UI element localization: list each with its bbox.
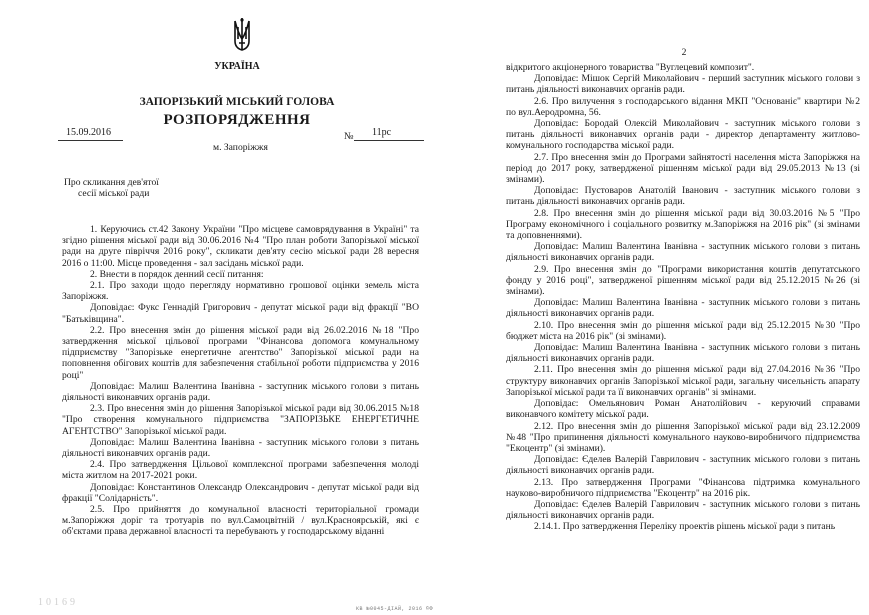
- page-2: [434, 0, 869, 615]
- paragraph: Доповідає: Пустоваров Анатолій Іванович - заступник міського голови з питань діяльності виконавчих органів ради.: [506, 185, 860, 208]
- coat-of-arms-icon: [233, 17, 251, 51]
- authority-title: ЗАПОРІЗЬКИЙ МІСЬКИЙ ГОЛОВА: [139, 96, 335, 108]
- paragraph: 1. Керуючись ст.42 Закону України "Про місцеве самоврядування в Україні" та згідно рішення міської ради від 30.06.2016 №4 "Про план роботи Запорізької міської ради на друге півріччя 2016 року", скликати дев'яту сесію міської ради 28 вересня 2016 о 11:00. Місце проведення - зал засідань міської ради.: [62, 224, 419, 269]
- paragraph: 2.6. Про вилучення з господарського відання МКП "Основаніє" квартири №2 по вул.Аеродромна, 56.: [506, 95, 860, 118]
- subject-line-2: сесії міської ради: [78, 188, 150, 200]
- paragraph: 2.9. Про внесення змін до "Програми використання коштів депутатського фонду у 2016 році", затвердженої рішенням міської ради від 25.12.2015 №26 (зі змінами).: [506, 263, 860, 298]
- faint-stamp: 10169: [38, 597, 78, 608]
- body-text-page-2: [506, 62, 860, 533]
- paragraph: Доповідає: Бородай Олексій Миколайович - заступник міського голови з питань діяльності виконавчих органів ради - директор департаменту житлово-комунального господарства міської ради.: [506, 118, 860, 152]
- number-underline: [354, 140, 424, 141]
- page-number: 2: [681, 47, 687, 58]
- paragraph: Доповідає: Малиш Валентина Іванівна - заступник міського голови з питань діяльності виконавчих органів ради.: [62, 436, 419, 460]
- paragraph: 2.5. Про прийняття до комунальної власності територіальної громади м.Запоріжжя доріг та тротуарів по вул.Самоцвітній / вул.Красноярській, які є об'єктами права державної власності та перебувають у господарському віданні: [62, 504, 419, 538]
- document-date: 15.09.2016: [66, 127, 111, 138]
- paragraph: 2.13. Про затвердження Програми "Фінансова підтримка комунального науково-виробничого підприємства "Екоцентр" на 2016 рік.: [506, 476, 860, 499]
- paragraph: Доповідає: Константинов Олександр Олександрович - депутат міської ради від фракції "Солідарність".: [62, 481, 419, 504]
- country-title: УКРАЇНА: [214, 61, 260, 72]
- paragraph: Доповідає: Малиш Валентина Іванівна - заступник міського голови з питань діяльності виконавчих органів ради.: [506, 297, 860, 320]
- paragraph: відкритого акціонерного товариства "Вуглецевий композит".: [506, 62, 755, 73]
- paragraph: Доповідає: Фукс Геннадій Григорович - депутат міської ради від фракції "ВО "Батьківщина".: [62, 302, 419, 325]
- paragraph: 2.14.1. Про затвердження Переліку проектів рішень міської ради з питань: [534, 521, 836, 533]
- paragraph: Доповідає: Єделев Валерій Гаврилович - заступник міського голови з питань діяльності виконавчих органів ради.: [506, 498, 860, 522]
- date-underline: [58, 140, 123, 141]
- paragraph: 2.2. Про внесення змін до рішення міської ради від 26.02.2016 №18 "Про затвердження міської цільової програми "Фінансова допомога комунальному підприємству "Запорізьке енергетичне агентство" Запорізької міської ради на поповнення обігових коштів для забезпечення стабільної роботи підприємства у 2016 році": [62, 324, 419, 381]
- number-sign: №: [344, 131, 354, 142]
- paragraph: Доповідає: Малиш Валентина Іванівна - заступник міського голови з питань діяльності виконавчих органів ради.: [62, 380, 419, 404]
- subject-line-1: Про скликання дев'ятої: [64, 177, 159, 188]
- paragraph: 2.10. Про внесення змін до рішення міської ради від 25.12.2015 №30 "Про бюджет міста на 2016 рік" (зі змінами).: [506, 319, 860, 342]
- paragraph: Доповідає: Мішок Сергій Миколайович - перший заступник міського голови з питань діяльності виконавчих органів ради.: [506, 73, 860, 96]
- paragraph: Доповідає: Єделев Валерій Гаврилович - заступник міського голови з питань діяльності виконавчих органів ради.: [506, 454, 860, 477]
- document-city: м. Запоріжжя: [213, 142, 268, 153]
- page-1: [0, 0, 434, 615]
- paragraph: Доповідає: Малиш Валентина Іванівна - заступник міського голови з питань діяльності виконавчих органів ради.: [506, 241, 860, 264]
- document-type-title: РОЗПОРЯДЖЕННЯ: [163, 112, 311, 128]
- paragraph: 2.1. Про заходи щодо перегляду нормативно грошової оцінки земель міста Запоріжжя.: [62, 280, 419, 303]
- paragraph: Доповідає: Омельянович Роман Анатолійович - керуючий справами виконавчого комітету міської ради.: [506, 398, 860, 421]
- document-subject: [64, 177, 264, 199]
- paragraph: 2.7. Про внесення змін до Програми зайнятості населення міста Запоріжжя на період до 2017 року, затвердженої рішенням міської ради від 29.05.2013 №13 (зі змінами).: [506, 151, 860, 186]
- document-number: 11рс: [372, 127, 392, 138]
- body-text-page-1: [62, 224, 419, 538]
- page-footer: КВ №0045-ДІАЙ, 2016 ©Ф: [356, 606, 434, 612]
- paragraph: 2.12. Про внесення змін до рішення Запорізької міської ради від 23.12.2009 №48 "Про припинення діяльності комунального науково-виробничого підприємства "Екоцентр" (зі змінами).: [506, 420, 860, 454]
- paragraph: 2.3. Про внесення змін до рішення Запорізької міської ради від 30.06.2015 №18 "Про створення комунального підприємства "ЗАПОРІЗЬКЕ ЕНЕРГЕТИЧНЕ АГЕНТСТВО" Запорізької міської ради.: [62, 403, 419, 437]
- paragraph: 2. Внести в порядок денний сесії питання:: [90, 268, 264, 280]
- paragraph: 2.8. Про внесення змін до рішення міської ради від 30.03.2016 №5 "Про Програму економічного і соціального розвитку м.Запоріжжя на 2016 рік" (зі змінами та доповненнями).: [506, 207, 860, 242]
- paragraph: Доповідає: Малиш Валентина Іванівна - заступник міського голови з питань діяльності виконавчих органів ради.: [506, 342, 860, 365]
- paragraph: 2.11. Про внесення змін до рішення міської ради від 27.04.2016 №36 "Про структуру виконавчих органів Запорізької міської ради, загальну чисельність апарату Запорізької міської ради та її виконавчих органів" зі змінами.: [506, 364, 860, 398]
- paragraph: 2.4. Про затвердження Цільової комплексної програми забезпечення молоді міста житлом на 2017-2021 роки.: [62, 459, 419, 482]
